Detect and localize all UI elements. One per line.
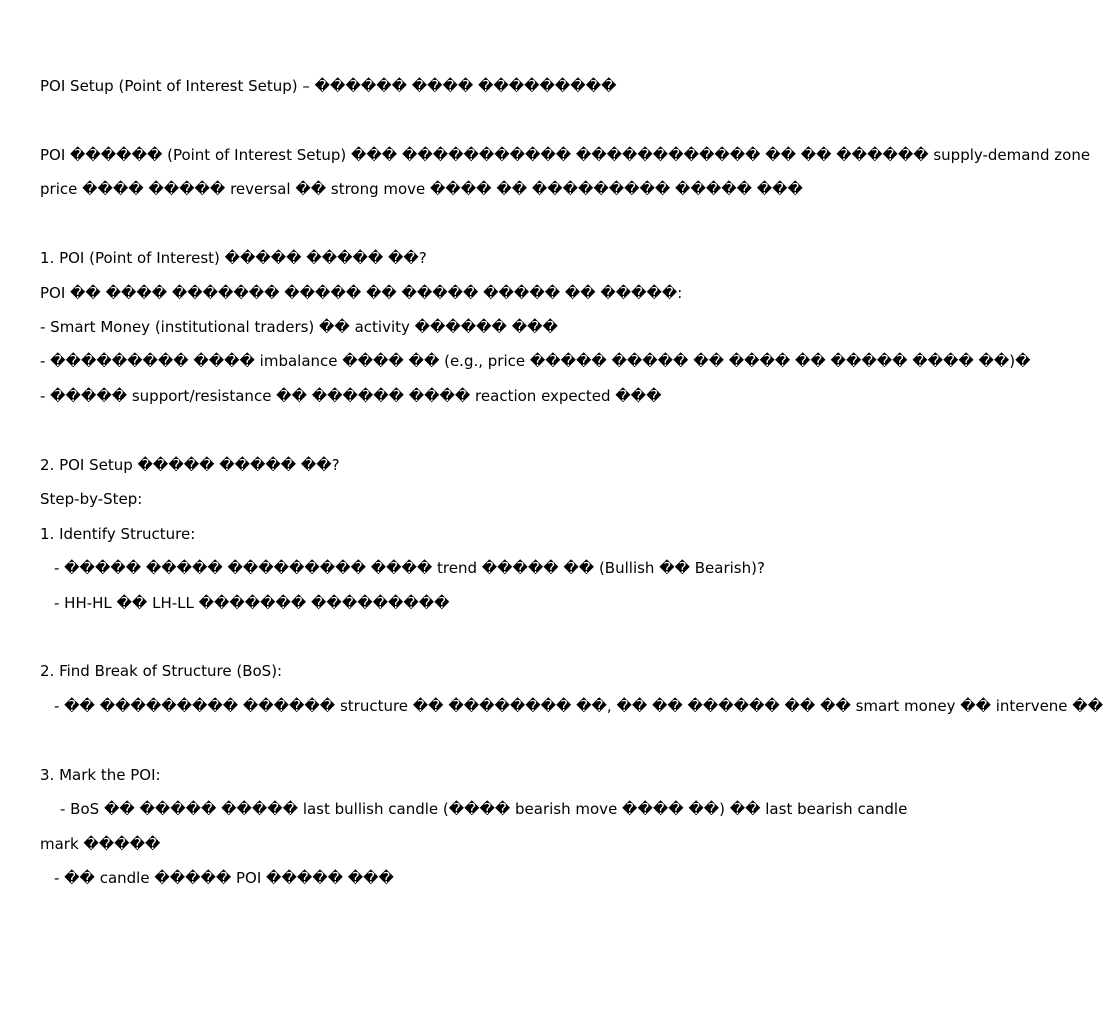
section1-bullet: - ��������� ���� imbalance ���� �� (e.g., price ����� ����� �� ���� �� ����� ���� ��)� [40, 352, 1031, 370]
step1-item: - ����� ����� ��������� ���� trend ����� �� (Bullish �� Bearish)? [54, 559, 765, 577]
section2-heading: 2. POI Setup ����� ����� ��? [40, 456, 340, 474]
step3-title: 3. Mark the POI: [40, 766, 161, 784]
section1-bullet: - ����� support/resistance �� ������ ���� reaction expected ��� [40, 387, 662, 405]
step2-title: 2. Find Break of Structure (BoS): [40, 662, 283, 680]
step3-item-continuation: mark ����� [40, 835, 161, 853]
intro-line-1: POI ������ (Point of Interest Setup) ��� ����������� ������������ �� �� ������ supply-demand zone [40, 146, 1091, 164]
step-by-step-label: Step-by-Step: [40, 490, 143, 508]
step1-title: 1. Identify Structure: [40, 525, 196, 543]
step2-item: - �� ��������� ������ structure �� �������� ��, �� �� ������ �� �� smart money �� intervene �� [54, 697, 1103, 715]
section1-bullet: - Smart Money (institutional traders) �� activity ������ ��� [40, 318, 558, 336]
step3-item: - BoS �� ����� ����� last bullish candle (���� bearish move ���� ��) �� last bearish candle [60, 800, 908, 818]
intro-line-2: price ���� ����� reversal �� strong move ���� �� ��������� ����� ��� [40, 180, 803, 198]
section1-lead: POI �� ���� ������� ����� �� ����� ����� �� �����: [40, 284, 683, 302]
section1-heading: 1. POI (Point of Interest) ����� ����� ��? [40, 249, 427, 267]
step3-item: - �� candle ����� POI ����� ��� [54, 869, 394, 887]
document-title: POI Setup (Point of Interest Setup) – ������ ���� ��������� [40, 77, 617, 95]
step1-item: - HH-HL �� LH-LL ������� ��������� [54, 594, 450, 612]
